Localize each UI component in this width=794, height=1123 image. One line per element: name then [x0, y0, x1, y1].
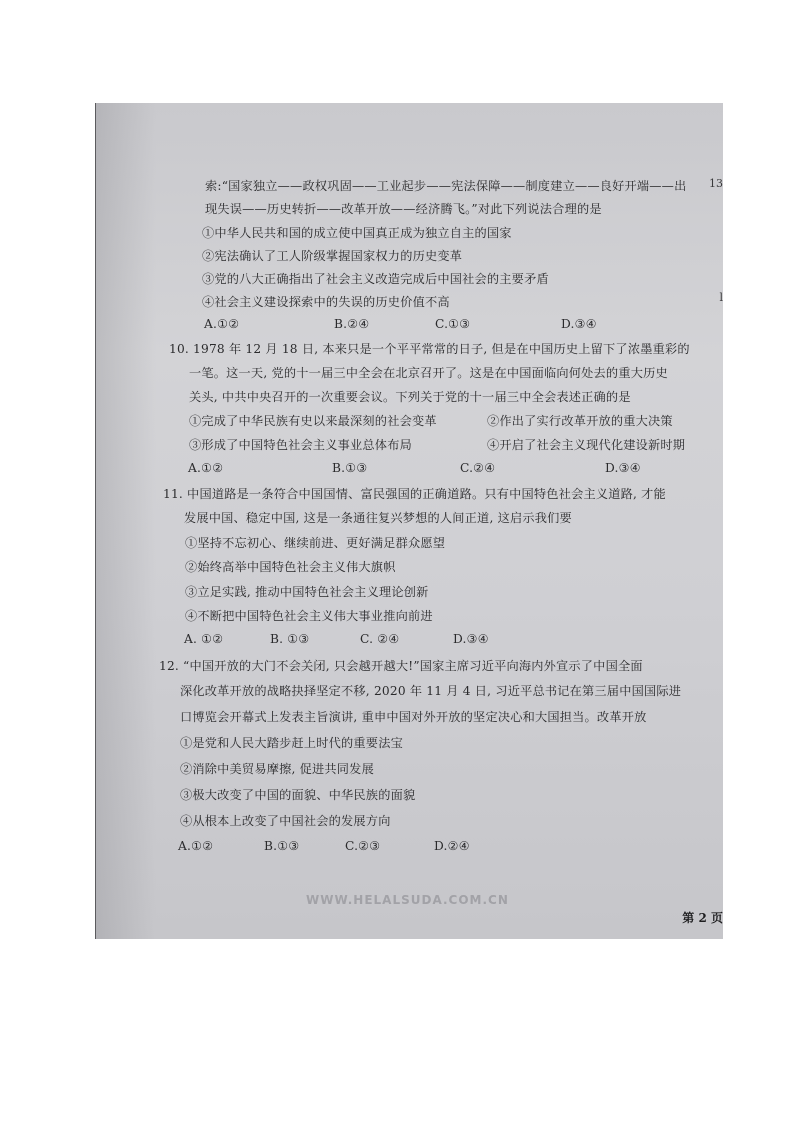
- question-12-statement-1: ①是党和人民大踏步赶上时代的重要法宝: [180, 736, 403, 750]
- question-10-stem-line-3: 关头, 中共中央召开的一次重要会议。下列关于党的十一届三中全会表述正确的是: [189, 390, 631, 404]
- question-10-option-b: B.①③: [332, 461, 368, 475]
- question-11-statement-1: ①坚持不忘初心、继续前进、更好满足群众愿望: [185, 536, 446, 550]
- photo-shadow: [96, 103, 156, 939]
- edge-mark-middle: l: [719, 291, 723, 304]
- watermark-text: WWW.HELALSUDA.COM.CN: [306, 893, 509, 907]
- question-9-option-d: D.③④: [561, 317, 597, 331]
- question-11-option-a: A. ①②: [184, 632, 224, 646]
- question-9-option-a: A.①②: [204, 317, 240, 331]
- question-12-option-b: B.①③: [264, 839, 300, 853]
- question-9-statement-1: ①中华人民共和国的成立使中国真正成为独立自主的国家: [202, 226, 512, 240]
- question-11-stem-line-2: 发展中国、稳定中国, 这是一条通往复兴梦想的人间正道, 这启示我们要: [184, 511, 572, 525]
- question-10-statement-2: ②作出了实行改革开放的重大决策: [487, 414, 673, 428]
- document-photo: [95, 103, 723, 939]
- question-12-statement-4: ④从根本上改变了中国社会的发展方向: [180, 814, 391, 828]
- question-10-option-d: D.③④: [605, 461, 641, 475]
- question-11-statement-3: ③立足实践, 推动中国特色社会主义理论创新: [185, 585, 429, 599]
- question-10-statement-4: ④开启了社会主义现代化建设新时期: [487, 438, 686, 452]
- question-12-option-d: D.②④: [434, 839, 470, 853]
- question-10-option-a: A.①②: [188, 461, 224, 475]
- question-10-stem-line-1: 10. 1978 年 12 月 18 日, 本来只是一个平平常常的日子, 但是在中国历史上留下了浓墨重彩的: [169, 342, 690, 356]
- question-12-stem-line-3: 口博览会开幕式上发表主旨演讲, 重申中国对外开放的坚定决心和大国担当。改革开放: [180, 710, 647, 724]
- question-9-stem-line-2: 现失误——历史转折——改革开放——经济腾飞。”对此下列说法合理的是: [205, 202, 602, 216]
- question-11-option-c: C. ②④: [360, 632, 400, 646]
- question-11-statement-4: ④不断把中国特色社会主义伟大事业推向前进: [185, 609, 433, 623]
- question-12-option-a: A.①②: [178, 839, 214, 853]
- page-number: 第 2 页: [682, 911, 723, 925]
- question-10-statement-1: ①完成了中华民族有史以来最深刻的社会变革: [189, 414, 437, 428]
- question-9-stem-line-1: 索:“国家独立——政权巩固——工业起步——宪法保障——制度建立——良好开端——出: [205, 179, 687, 193]
- question-12-option-c: C.②③: [345, 839, 381, 853]
- question-12-statement-3: ③极大改变了中国的面貌、中华民族的面貌: [180, 788, 416, 802]
- question-9-statement-3: ③党的八大正确指出了社会主义改造完成后中国社会的主要矛盾: [202, 272, 549, 286]
- question-12-stem-line-2: 深化改革开放的战略抉择坚定不移, 2020 年 11 月 4 日, 习近平总书记在第三届中国国际进: [180, 684, 682, 698]
- question-11-option-b: B. ①③: [270, 632, 310, 646]
- question-12-stem-line-1: 12. “中国开放的大门不会关闭, 只会越开越大!”国家主席习近平向海内外宣示了中国全面: [159, 659, 643, 673]
- question-11-statement-2: ②始终高举中国特色社会主义伟大旗帜: [185, 560, 396, 574]
- question-11-option-d: D.③④: [453, 632, 489, 646]
- question-10-statement-3: ③形成了中国特色社会主义事业总体布局: [189, 438, 412, 452]
- question-9-statement-2: ②宪法确认了工人阶级掌握国家权力的历史变革: [202, 249, 463, 263]
- question-11-stem-line-1: 11. 中国道路是一条符合中国国情、富民强国的正确道路。只有中国特色社会主义道路, 才能: [163, 487, 666, 501]
- question-12-statement-2: ②消除中美贸易摩擦, 促进共同发展: [180, 762, 374, 776]
- question-9-option-c: C.①③: [435, 317, 471, 331]
- question-10-stem-line-2: 一笔。这一天, 党的十一届三中全会在北京召开了。这是在中国面临向何处去的重大历史: [189, 366, 668, 380]
- edge-mark-top: 13: [709, 177, 723, 190]
- question-10-option-c: C.②④: [460, 461, 496, 475]
- question-9-statement-4: ④社会主义建设探索中的失误的历史价值不高: [202, 295, 450, 309]
- question-9-option-b: B.②④: [334, 317, 370, 331]
